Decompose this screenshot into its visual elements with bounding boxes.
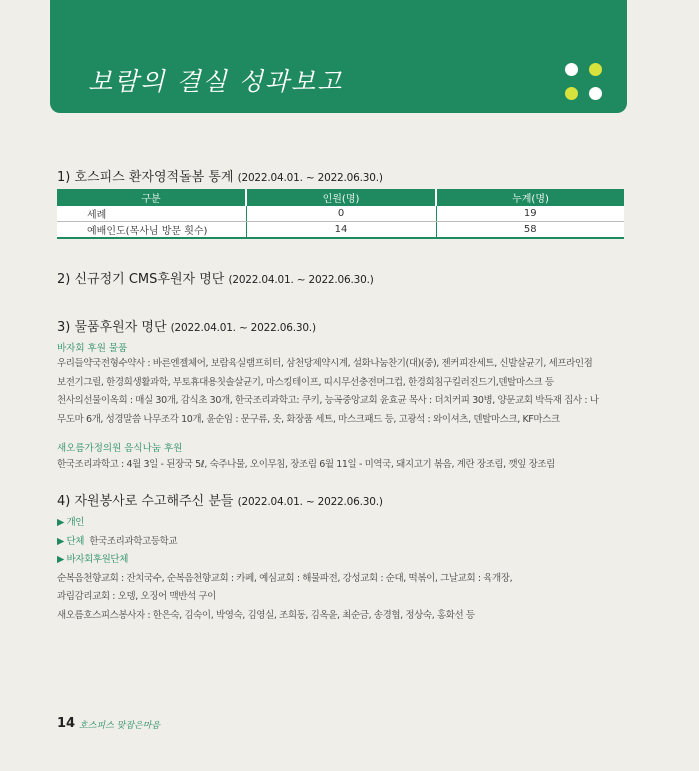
section-heading-stats — [57, 166, 383, 185]
section-title: 3) 물품후원자 명단 — [57, 320, 167, 335]
decor-dot-icon — [565, 63, 578, 76]
table-cell: 19 — [436, 206, 624, 222]
table-cell: 예배인도(목사님 방문 횟수) — [57, 222, 246, 239]
header-banner — [50, 0, 627, 113]
table-row — [57, 222, 624, 239]
table-header: 누계(명) — [436, 189, 624, 206]
table-cell: 14 — [246, 222, 436, 239]
table-header: 구분 — [57, 189, 246, 206]
decor-dot-icon — [589, 87, 602, 100]
food-label: 새오름가정의원 음식나눔 후원 — [57, 443, 183, 454]
table-header-row — [57, 189, 624, 206]
list-item: 우리들약국전형수약사 : 바른엔젤체어, 보람육실램프히터, 삼천당제약시계, 설화나눔찬기(대)(중), 젠커피잔세트, 신발살균기, 세프라인점 — [57, 358, 593, 369]
list-item: 과림감리교회 : 오뎅, 오징어 맥반석 구이 — [57, 591, 216, 602]
bazaar-group-label: ▶ 바자회후원단체 — [57, 554, 128, 565]
bazaar-label: 바자회 후원 물품 — [57, 343, 128, 354]
banner-title: 보람의 결실 성과보고 — [88, 67, 344, 96]
section-period: (2022.04.01. ~ 2022.06.30.) — [170, 322, 316, 334]
group-row — [57, 533, 627, 552]
table-cell: 0 — [246, 206, 436, 222]
publication-title: 호스피스 맞잡은마음 — [79, 721, 161, 731]
volunteer-list — [57, 514, 627, 625]
section-heading-donation — [57, 316, 316, 335]
stats-table — [57, 189, 624, 239]
group-label: ▶ 단체 — [57, 535, 85, 547]
bazaar-list — [57, 355, 627, 429]
decor-dot-icon — [565, 87, 578, 100]
section-period: (2022.04.01. ~ 2022.06.30.) — [228, 274, 374, 286]
table-row — [57, 206, 624, 222]
food-list — [57, 456, 627, 475]
list-item: 천사의선물이옥희 : 매실 30개, 감식초 30개, 한국조리과학고: 쿠키, 능곡중앙교회 윤효균 목사 : 더치커피 30병, 양문교회 박득재 집사 : 나 — [57, 395, 599, 406]
section-period: (2022.04.01. ~ 2022.06.30.) — [237, 496, 383, 508]
section-heading-cms — [57, 268, 374, 287]
decor-dot-icon — [589, 63, 602, 76]
individual-label: ▶ 개인 — [57, 517, 85, 528]
section-heading-volunteer — [57, 490, 383, 509]
list-item: 한국조리과학고 : 4월 3일 - 된장국 5ℓ, 숙주나물, 오이무침, 장조림 6월 11일 - 미역국, 돼지고기 볶음, 계란 장조림, 깻잎 장조림 — [57, 459, 555, 470]
table-cell: 58 — [436, 222, 624, 239]
section-title: 2) 신규정기 CMS후원자 명단 — [57, 272, 225, 287]
list-item: 보전기그릴, 한경희생활과학, 부토휴대용칫솔살균기, 마스킹테이프, 띠시무선충전머그컵, 한경희침구킬러진드기,덴탈마스크 등 — [57, 376, 554, 388]
list-item: 순복음천향교회 : 잔치국수, 순복음천향교회 : 카페, 예심교회 : 해물파전, 강성교회 : 순대, 떡볶이, 그날교회 : 육개장, — [57, 572, 513, 584]
section-period: (2022.04.01. ~ 2022.06.30.) — [237, 172, 383, 184]
list-item: 새오름호스피스봉사자 : 한은숙, 김숙이, 박영숙, 김영실, 조희동, 김옥윤, 최순금, 송경협, 정상숙, 홍화선 등 — [57, 609, 475, 621]
section-title: 4) 자원봉사로 수고해주신 분들 — [57, 494, 234, 509]
table-cell: 세례 — [57, 206, 246, 222]
group-value: 한국조리과학고등학교 — [89, 535, 178, 547]
table-header: 인원(명) — [246, 189, 436, 206]
section-title: 1) 호스피스 환자영적돌봄 통계 — [57, 170, 234, 185]
list-item: 무도마 6개, 성경말씀 나무조각 10개, 윤순임 : 문구류, 옷, 화장품 세트, 마스크패드 등, 고광석 : 와이셔츠, 덴탈마스크, KF마스크 — [57, 413, 560, 425]
page-number: 14 — [57, 716, 76, 731]
